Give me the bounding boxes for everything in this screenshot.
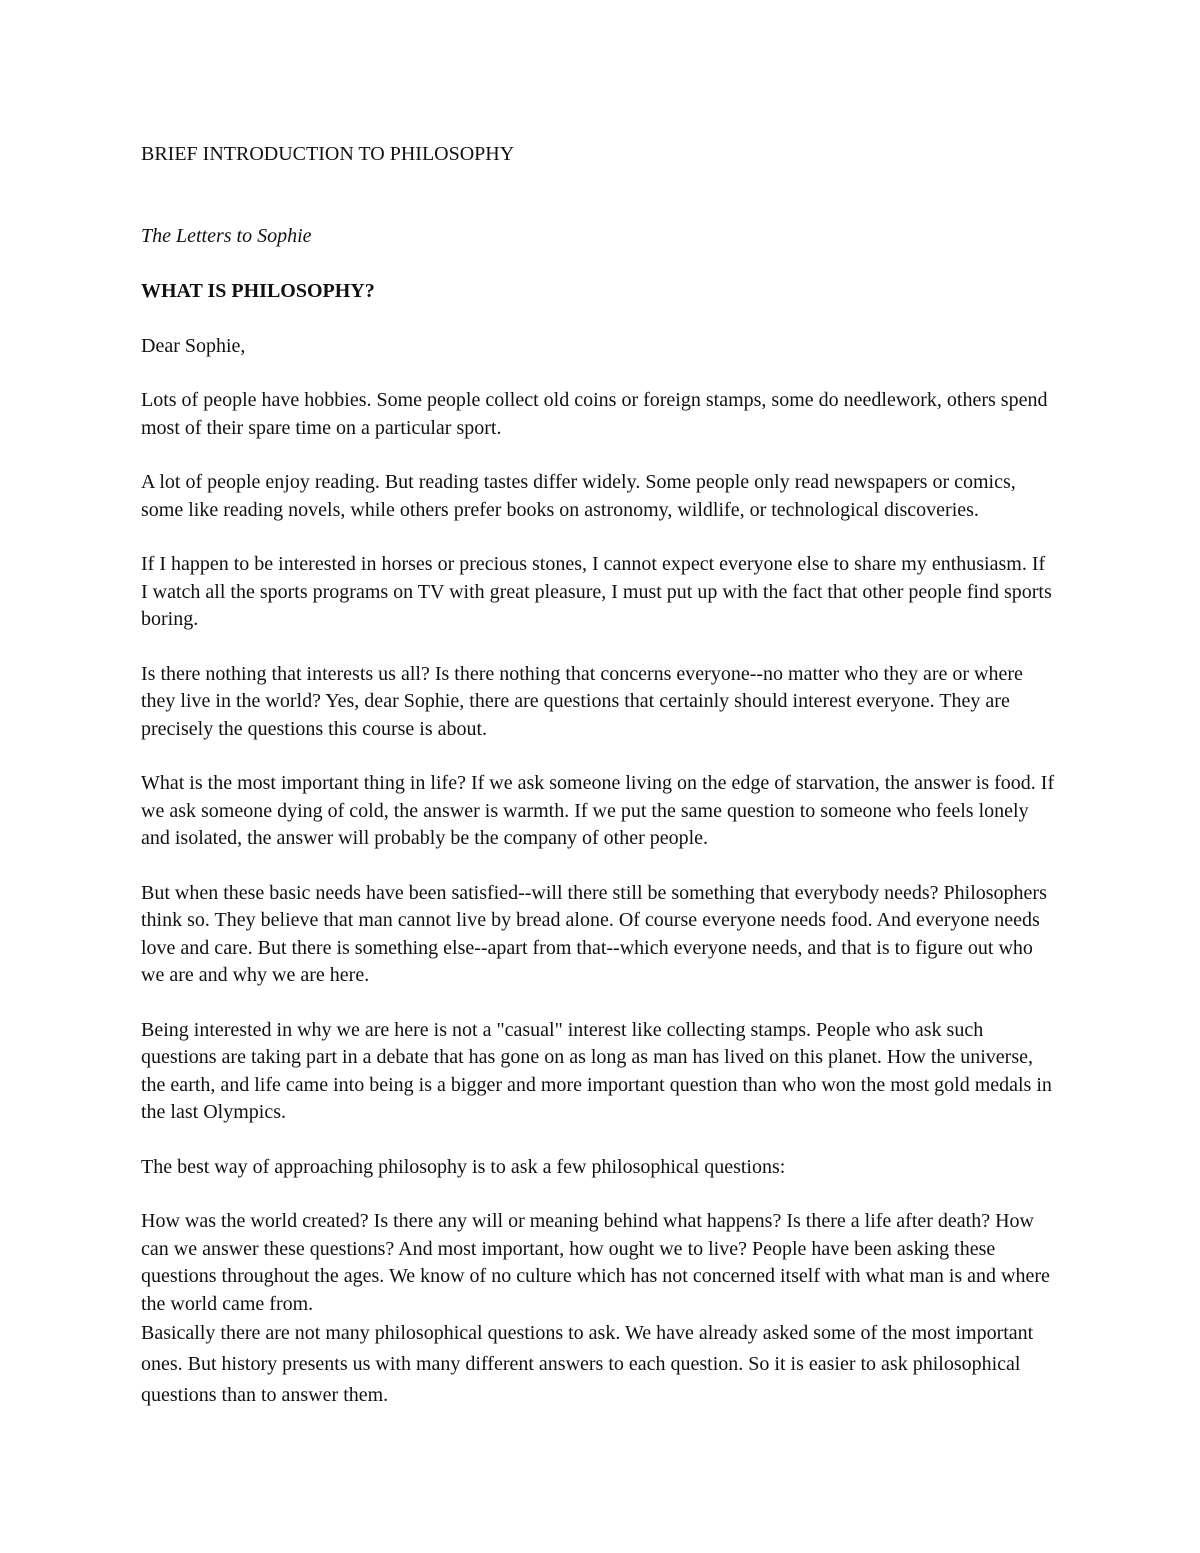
- paragraph-hobbies: Lots of people have hobbies. Some people collect old coins or foreign stamps, some do needlework, others spend most of their spare time on a particular sport.: [141, 389, 1048, 439]
- paragraph-basic-needs: But when these basic needs have been satisfied--will there still be something that everybody needs? Philosophers think so. They believe that man cannot live by bread alone. Of course everyone needs food. And everyone needs love and care. But there is something else--apart from that--which everyone needs, and that is to figure out who we are and why we are here.: [141, 881, 1047, 986]
- paragraph-shared-questions: Is there nothing that interests us all? Is there nothing that concerns everyone--no matter who they are or where they live in the world? Yes, dear Sophie, there are questions that certainly should interest everyone. They are precisely the questions this course is about.: [141, 662, 1023, 740]
- paragraph-important-thing: What is the most important thing in life? If we ask someone living on the edge of starvation, the answer is food. If we ask someone dying of cold, the answer is warmth. If we put the same question to someone who feels lonely and isolated, the answer will probably be the company of other people.: [141, 772, 1055, 849]
- paragraph-why-here: Being interested in why we are here is not a "casual" interest like collecting stamps. People who ask such questions are taking part in a debate that has gone on as long as man has lived on this planet. How the universe, the earth, and life came into being is a bigger and more important question than who won the most gold medals in the last Olympics.: [141, 1018, 1052, 1123]
- document-subtitle: The Letters to Sophie: [141, 225, 312, 247]
- paragraph-reading: A lot of people enjoy reading. But reading tastes differ widely. Some people only read newspapers or comics, some like reading novels, while others prefer books on astronomy, wildlife, or technological discoveries.: [141, 471, 1016, 521]
- document-page: [141, 140, 1056, 1411]
- paragraph-approach: The best way of approaching philosophy is to ask a few philosophical questions:: [141, 1155, 786, 1178]
- paragraph-answers: Basically there are not many philosophical questions to ask. We have already asked some of the most important ones. But history presents us with many different answers to each question. So it is easier to ask philosophical questions than to answer them.: [141, 1322, 1034, 1406]
- salutation: Dear Sophie,: [141, 335, 246, 357]
- paragraph-interests: If I happen to be interested in horses or precious stones, I cannot expect everyone else to share my enthusiasm. If I watch all the sports programs on TV with great pleasure, I must put up with the fact that other people find sports boring.: [141, 553, 1052, 630]
- document-title: BRIEF INTRODUCTION TO PHILOSOPHY: [141, 143, 515, 165]
- section-heading: WHAT IS PHILOSOPHY?: [141, 280, 375, 302]
- paragraph-questions: How was the world created? Is there any will or meaning behind what happens? Is there a life after death? How can we answer these questions? And most important, how ought we to live? People have been asking these questions throughout the ages. We know of no culture which has not concerned itself with what man is and where the world came from.: [141, 1210, 1050, 1315]
